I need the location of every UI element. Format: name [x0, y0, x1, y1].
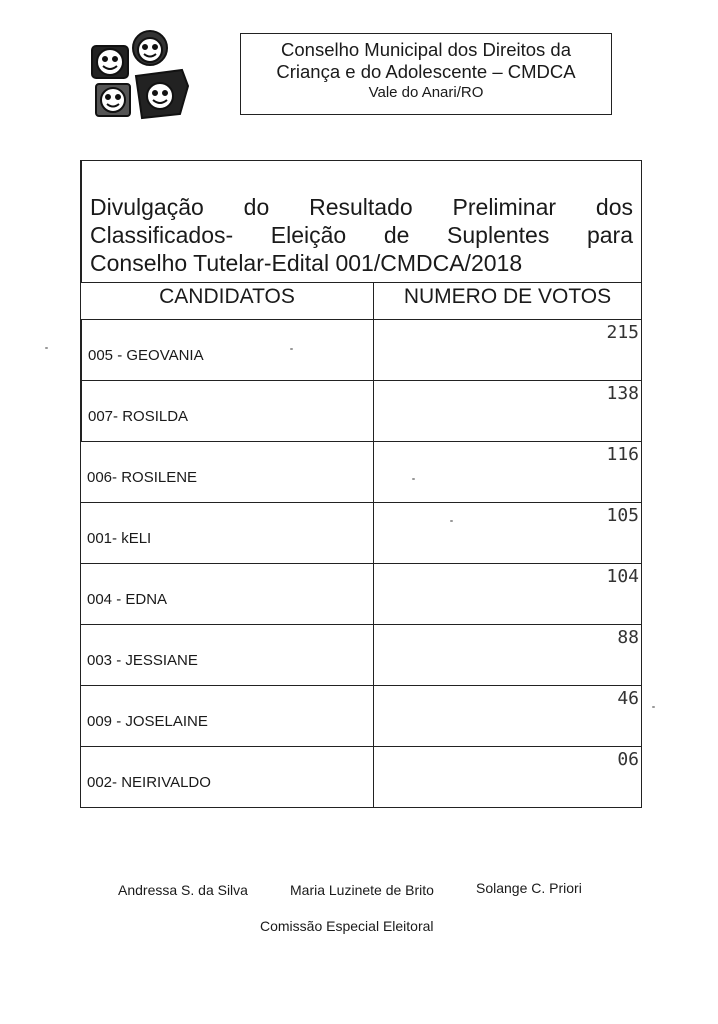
cmdca-logo — [86, 24, 198, 124]
scan-speck — [412, 478, 415, 480]
child-face-icon — [96, 84, 130, 116]
votes-cell: 215 — [374, 320, 642, 380]
col-header-candidates: CANDIDATOS — [80, 283, 374, 319]
votes-cell: 06 — [374, 747, 642, 807]
child-face-icon — [92, 46, 128, 78]
signer-name: Andressa S. da Silva — [118, 882, 248, 898]
scan-speck — [45, 347, 48, 349]
candidate-cell: 001- kELI — [80, 503, 374, 563]
table-row — [80, 685, 642, 746]
votes-cell: 88 — [374, 625, 642, 685]
table-row — [80, 441, 642, 502]
candidate-cell: 006- ROSILENE — [80, 442, 374, 502]
child-face-icon — [136, 70, 188, 118]
signer-name: Solange C. Priori — [476, 880, 582, 896]
results-table — [80, 160, 642, 808]
title-line1: Divulgação do Resultado Preliminar dos — [90, 194, 633, 220]
candidate-cell: 009 - JOSELAINE — [80, 686, 374, 746]
table-header-row — [80, 282, 642, 319]
council-name-line2: Criança e do Adolescente – CMDCA — [276, 61, 576, 82]
scan-speck — [652, 706, 655, 708]
candidate-cell: 007- ROSILDA — [80, 381, 374, 441]
signer-name: Maria Luzinete de Brito — [290, 882, 434, 898]
candidate-cell: 003 - JESSIANE — [80, 625, 374, 685]
council-header-box — [240, 33, 612, 115]
candidate-cell: 005 - GEOVANIA — [80, 320, 374, 380]
council-name-line1: Conselho Municipal dos Direitos da — [281, 39, 571, 60]
table-row — [80, 563, 642, 624]
votes-cell: 46 — [374, 686, 642, 746]
commission-label: Comissão Especial Eleitoral — [260, 918, 434, 934]
document-title — [80, 160, 642, 282]
scan-speck — [450, 520, 453, 522]
table-row — [80, 502, 642, 563]
votes-cell: 138 — [374, 381, 642, 441]
child-face-icon — [133, 31, 167, 65]
council-location: Vale do Anari/RO — [368, 84, 484, 101]
votes-cell: 116 — [374, 442, 642, 502]
table-row — [80, 319, 642, 380]
votes-cell: 104 — [374, 564, 642, 624]
table-row — [80, 624, 642, 685]
scan-speck — [290, 348, 293, 350]
title-line2: Classificados- Eleição de Suplentes para — [90, 222, 633, 248]
table-row — [80, 746, 642, 808]
table-row — [80, 380, 642, 441]
col-header-votes: NUMERO DE VOTOS — [374, 283, 642, 319]
title-line3: Conselho Tutelar-Edital 001/CMDCA/2018 — [90, 250, 523, 276]
candidate-cell: 004 - EDNA — [80, 564, 374, 624]
votes-cell: 105 — [374, 503, 642, 563]
candidate-cell: 002- NEIRIVALDO — [80, 747, 374, 807]
